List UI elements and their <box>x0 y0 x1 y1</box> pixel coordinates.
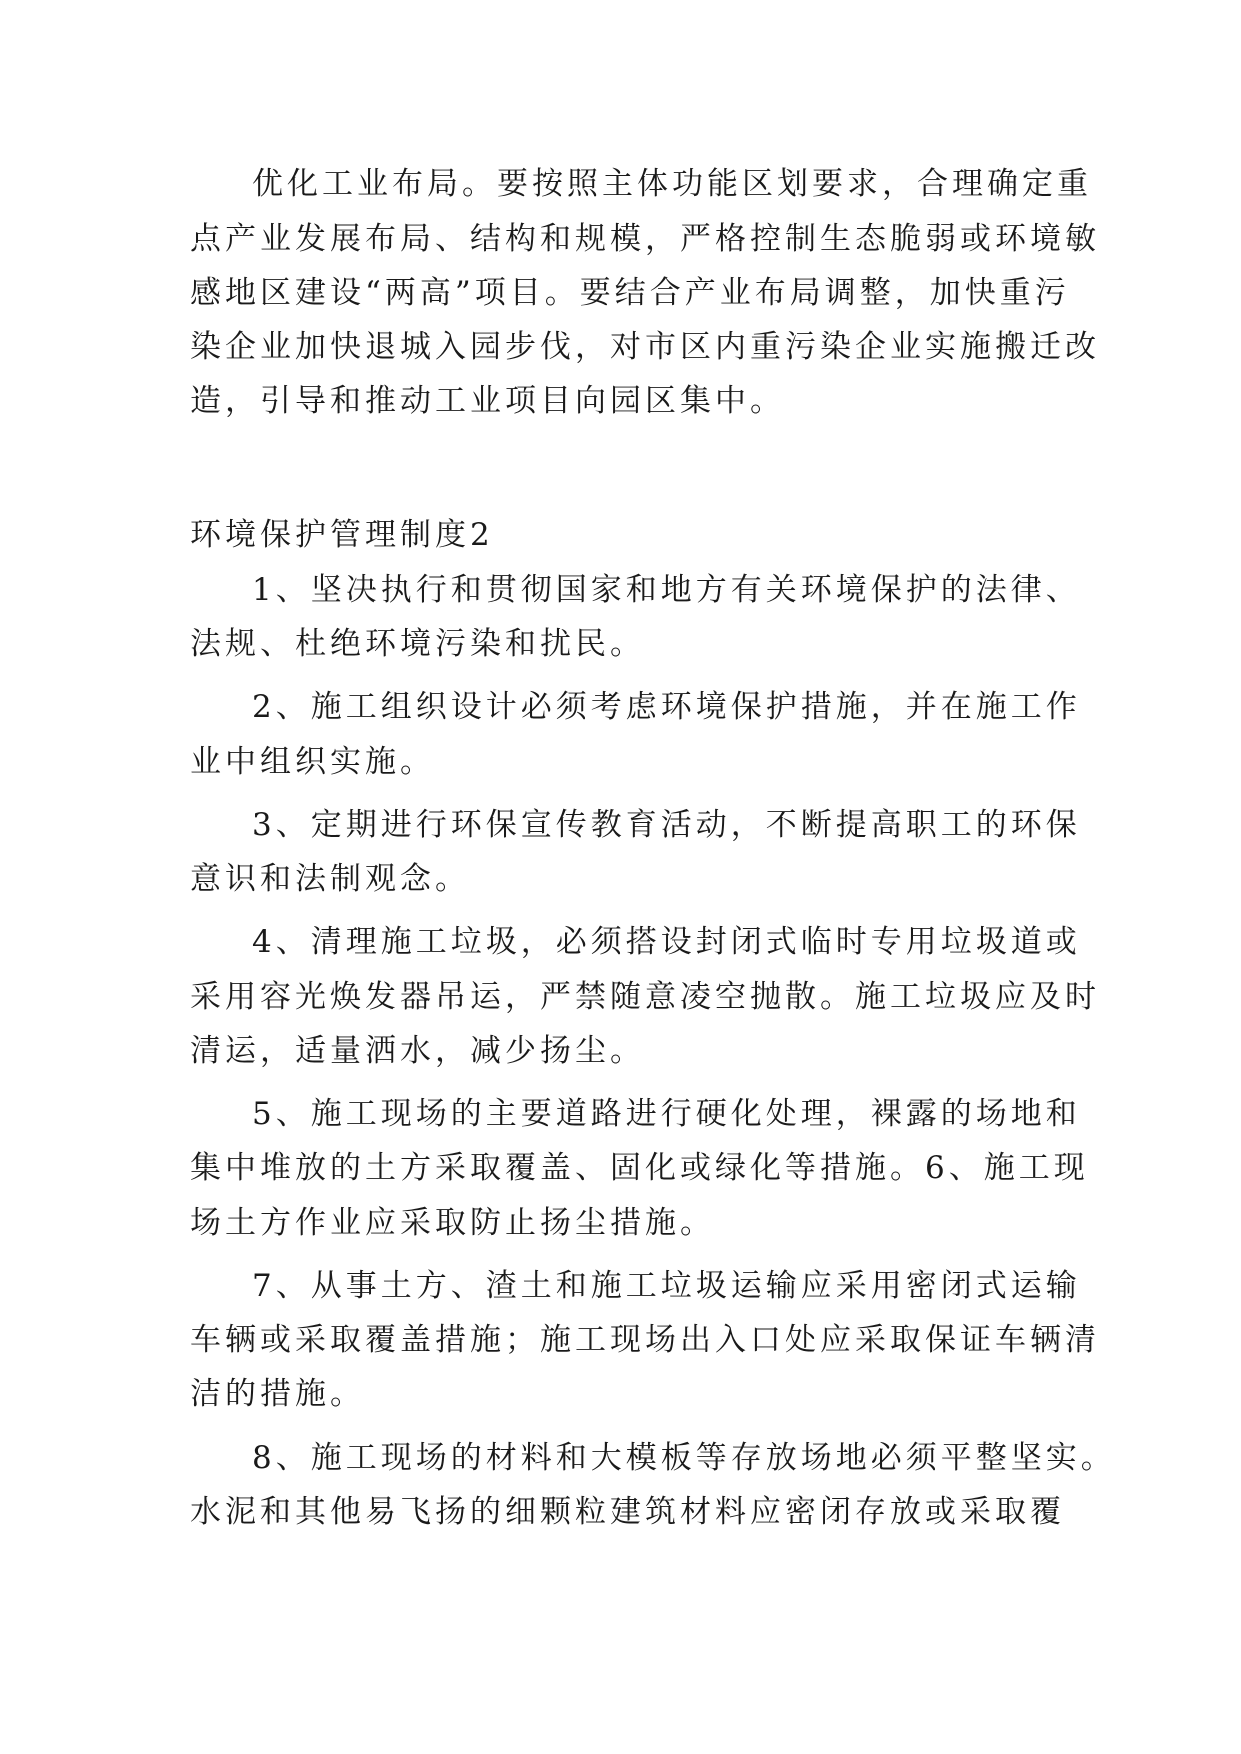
paragraph-line: 造，引导和推动工业项目向园区集中。 <box>190 383 785 419</box>
paragraph-line: 点产业发展布局、结构和规模，严格控制生态脆弱或环境敏 <box>190 221 1100 257</box>
list-item-line: 洁的措施。 <box>190 1376 365 1412</box>
list-item-line: 3、定期进行环保宣传教育活动，不断提高职工的环保 <box>252 807 1081 843</box>
section-heading: 环境保护管理制度2 <box>190 517 494 553</box>
list-item-line: 业中组织实施。 <box>190 744 435 780</box>
list-item-line: 意识和法制观念。 <box>190 861 470 897</box>
list-item-line: 1、坚决执行和贯彻国家和地方有关环境保护的法律、 <box>252 572 1081 608</box>
list-item-line: 水泥和其他易飞扬的细颗粒建筑材料应密闭存放或采取覆 <box>190 1494 1065 1530</box>
list-item-line: 法规、杜绝环境污染和扰民。 <box>190 626 645 662</box>
paragraph-line: 优化工业布局。要按照主体功能区划要求，合理确定重 <box>252 166 1092 202</box>
list-item-line: 清运，适量洒水，减少扬尘。 <box>190 1033 645 1069</box>
list-item-line: 5、施工现场的主要道路进行硬化处理，裸露的场地和 <box>252 1096 1081 1132</box>
list-item-line: 2、施工组织设计必须考虑环境保护措施，并在施工作 <box>252 689 1081 725</box>
list-item-line: 8、施工现场的材料和大模板等存放场地必须平整坚实。 <box>252 1440 1116 1476</box>
paragraph-line: 感地区建设“两高”项目。要结合产业布局调整，加快重污 <box>190 275 1070 311</box>
list-item-line: 4、清理施工垃圾，必须搭设封闭式临时专用垃圾道或 <box>252 924 1081 960</box>
list-item-line: 集中堆放的土方采取覆盖、固化或绿化等措施。6、施工现 <box>190 1150 1089 1186</box>
paragraph-line: 染企业加快退城入园步伐，对市区内重污染企业实施搬迁改 <box>190 329 1100 365</box>
list-item-line: 7、从事土方、渣土和施工垃圾运输应采用密闭式运输 <box>252 1268 1081 1304</box>
list-item-line: 采用容光焕发器吊运，严禁随意凌空抛散。施工垃圾应及时 <box>190 979 1100 1015</box>
list-item-line: 场土方作业应采取防止扬尘措施。 <box>190 1205 715 1241</box>
list-item-line: 车辆或采取覆盖措施；施工现场出入口处应采取保证车辆清 <box>190 1322 1100 1358</box>
